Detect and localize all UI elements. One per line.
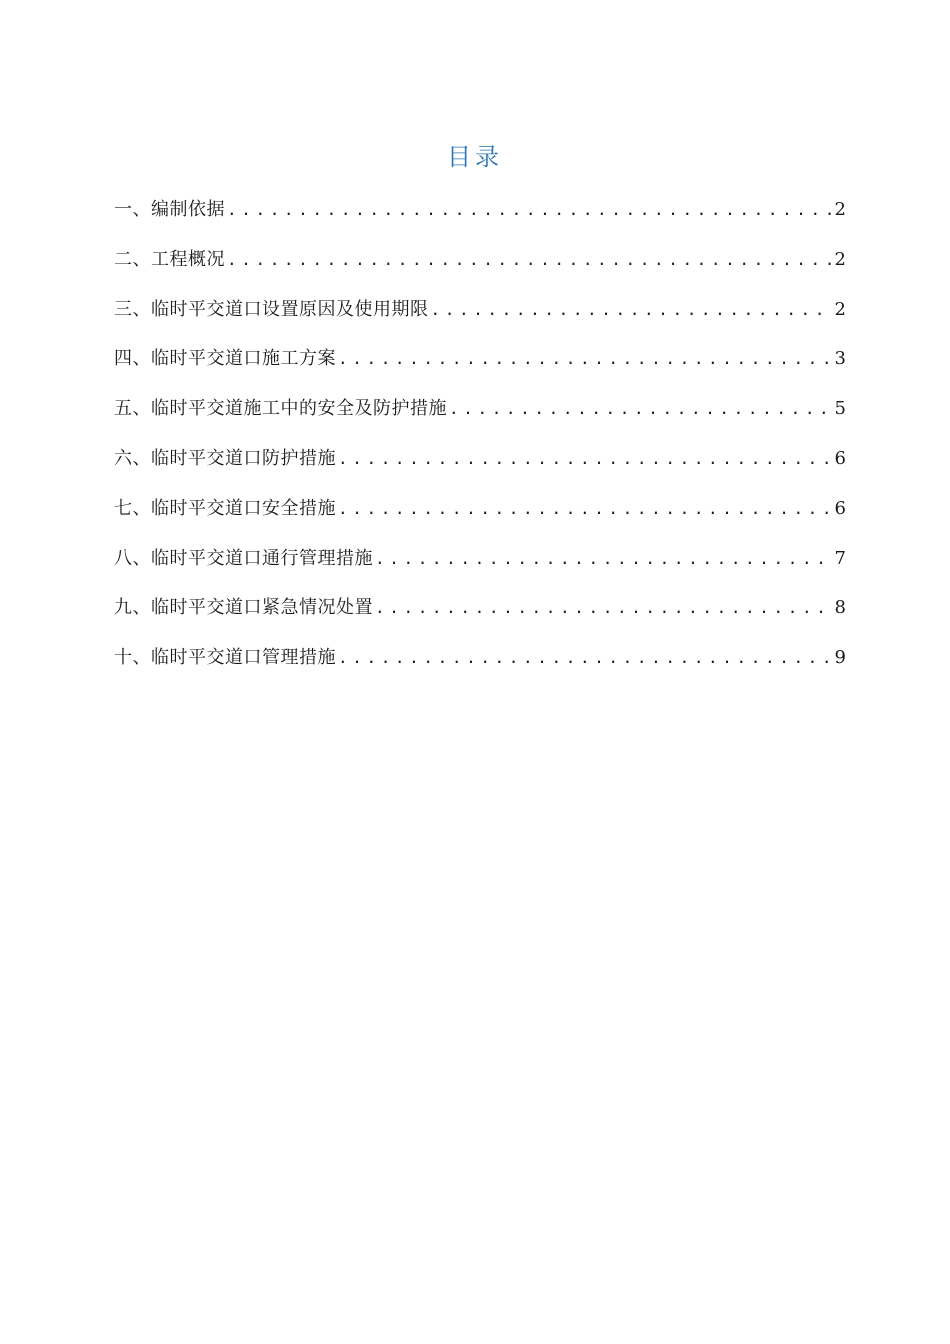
toc-dot-leader xyxy=(447,393,832,425)
toc-entry-label: 九、临时平交道口紧急情况处置 xyxy=(114,597,373,619)
toc-dot-leader xyxy=(373,592,832,624)
toc-dot-leader xyxy=(336,443,832,475)
toc-entry-5[interactable] xyxy=(114,393,846,443)
toc-entry-10[interactable] xyxy=(114,642,846,692)
toc-page-number: 2 xyxy=(834,298,846,320)
toc-page-number: 5 xyxy=(834,398,846,420)
toc-entry-7[interactable] xyxy=(114,493,846,543)
toc-page-number: 8 xyxy=(834,597,846,619)
toc-page-number: 3 xyxy=(834,348,846,370)
toc-entry-label: 四、临时平交道口施工方案 xyxy=(114,348,336,370)
toc-dot-leader xyxy=(225,194,832,226)
toc-page-number: 7 xyxy=(834,547,846,569)
toc-dot-leader xyxy=(225,244,832,276)
toc-entry-label: 三、临时平交道口设置原因及使用期限 xyxy=(114,298,429,320)
toc-page-number: 9 xyxy=(834,647,846,669)
toc-entry-label: 一、编制依据 xyxy=(114,199,225,220)
toc-entry-9[interactable] xyxy=(114,592,846,642)
toc-entry-label: 十、临时平交道口管理措施 xyxy=(114,647,336,669)
toc-page-number: 6 xyxy=(834,447,846,469)
toc-list xyxy=(114,194,846,692)
toc-entry-label: 五、临时平交道施工中的安全及防护措施 xyxy=(114,398,447,420)
toc-entry-6[interactable] xyxy=(114,443,846,493)
toc-entry-4[interactable] xyxy=(114,343,846,393)
toc-dot-leader xyxy=(336,343,832,375)
toc-dot-leader xyxy=(373,543,832,575)
toc-entry-1[interactable] xyxy=(114,194,846,244)
toc-entry-label: 七、临时平交道口安全措施 xyxy=(114,497,336,519)
toc-dot-leader xyxy=(336,493,832,525)
toc-entry-label: 八、临时平交道口通行管理措施 xyxy=(114,547,373,569)
toc-dot-leader xyxy=(429,294,833,326)
toc-entry-2[interactable] xyxy=(114,244,846,294)
toc-entry-label: 六、临时平交道口防护措施 xyxy=(114,447,336,469)
toc-page-number: 2 xyxy=(834,248,846,270)
toc-dot-leader xyxy=(336,642,832,674)
toc-entry-3[interactable] xyxy=(114,294,846,344)
toc-page-number: 2 xyxy=(834,199,846,220)
toc-entry-label: 二、工程概况 xyxy=(114,248,225,270)
toc-title: 目录 xyxy=(447,143,503,171)
toc-entry-8[interactable] xyxy=(114,543,846,593)
toc-page-number: 6 xyxy=(834,497,846,519)
